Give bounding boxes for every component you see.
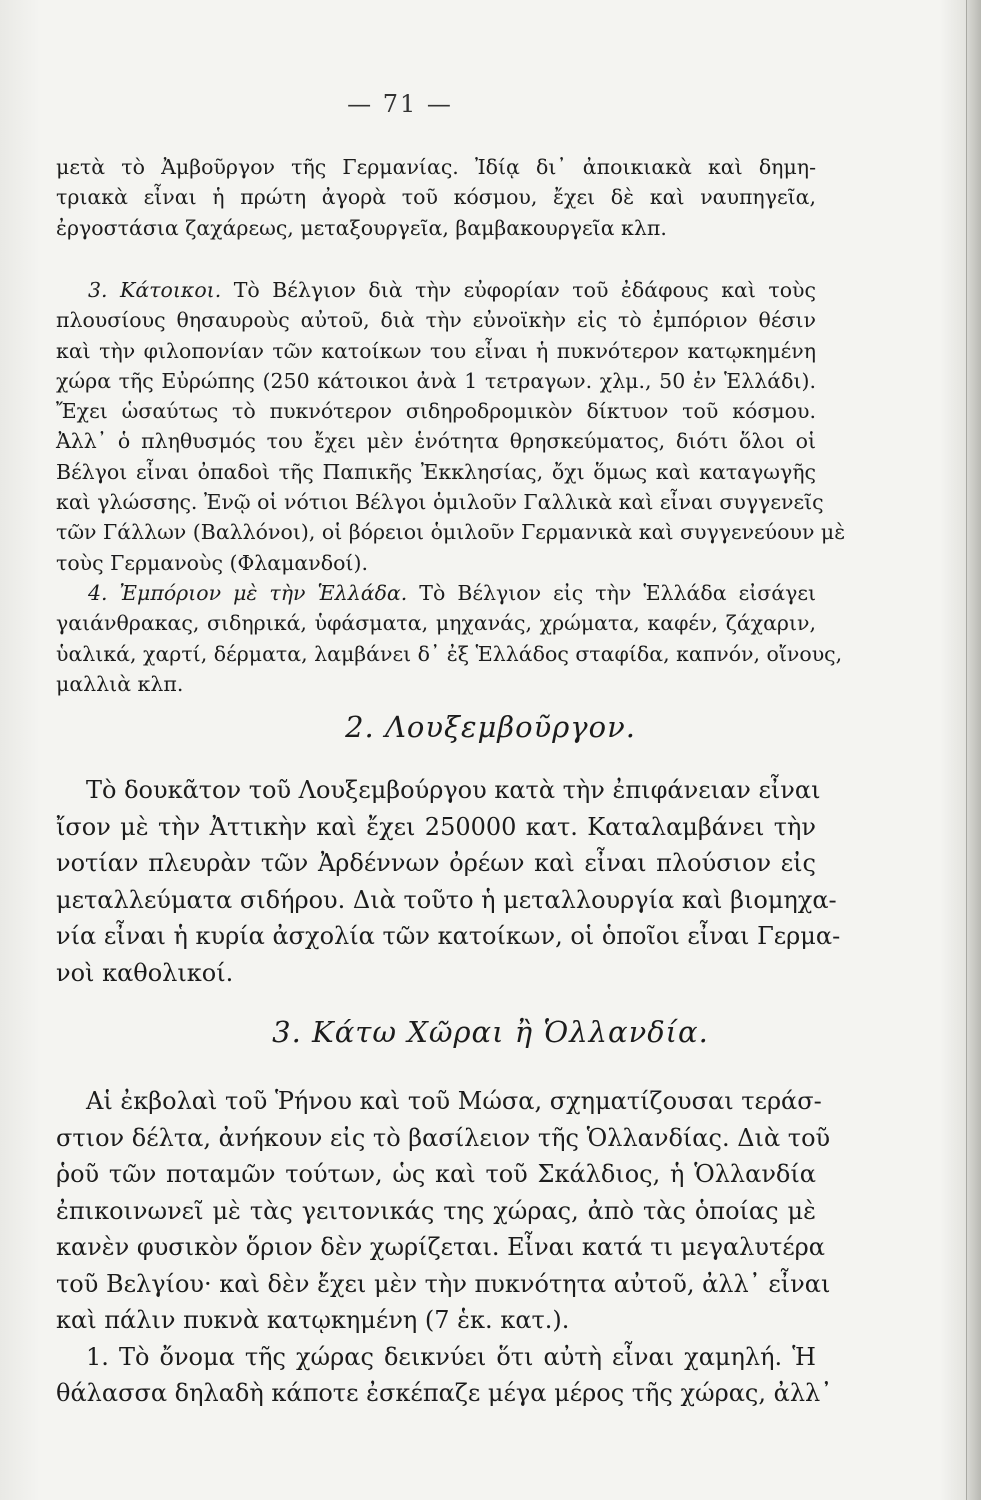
text-line: μετὰ τὸ Ἀμβοῦργον τῆς Γερμανίας. Ἰδίᾳ δι᾿ ἀποικιακὰ καὶ δημη- xyxy=(56,155,816,179)
intro-paragraph xyxy=(56,152,816,243)
luxembourg-paragraph xyxy=(56,772,841,991)
text-line: ἐργοστάσια ζαχάρεως, μεταξουργεῖα, βαμβακουργεῖα κλπ. xyxy=(56,215,667,240)
text-line: ῥοῦ τῶν ποταμῶν τούτων, ὡς καὶ τοῦ Σκάλδιος, ἡ Ὁλλανδία xyxy=(56,1160,816,1188)
text-line: ἴσον μὲ τὴν Ἀττικὴν καὶ ἔχει 250000 κατ. Καταλαμβάνει τὴν xyxy=(56,812,816,841)
inhabitants-heading: 3. Κάτοικοι. xyxy=(88,278,222,302)
text-line xyxy=(56,275,816,305)
text-line: Βέλγοι εἶναι ὀπαδοὶ τῆς Παπικῆς Ἐκκλησίας, ὄχι ὅμως καὶ καταγωγῆς xyxy=(56,459,816,484)
text-line: θάλασσα δηλαδὴ κάποτε ἐσκέπαζε μέγα μέρος τῆς χώρας, ἀλλ᾿ xyxy=(56,1379,833,1407)
text-line xyxy=(56,578,816,608)
text-line: μεταλλεύματα σιδήρου. Διὰ τοῦτο ἡ μεταλλουργία καὶ βιομηχα- xyxy=(56,885,837,914)
inhabitants-section xyxy=(56,275,846,699)
text-line: τοὺς Γερμανοὺς (Φλαμανδοί). xyxy=(56,550,368,575)
text-line: Αἱ ἐκβολαὶ τοῦ Ῥήνου καὶ τοῦ Μώσα, σχηματίζουσαι τεράσ- xyxy=(86,1087,822,1115)
text-line: ὑαλικά, χαρτί, δέρματα, λαμβάνει δ᾿ ἐξ Ἑλλάδος σταφίδα, καπνόν, οἴνους, xyxy=(56,641,843,666)
text-line: στιον δέλτα, ἀνήκουν εἰς τὸ βασίλειον τῆς Ὁλλανδίας. Διὰ τοῦ xyxy=(56,1123,831,1152)
text-line: τοῦ Βελγίου· καὶ δὲν ἔχει μὲν τὴν πυκνότητα αὐτοῦ, ἀλλ᾿ εἶναι xyxy=(56,1269,831,1298)
text-line: χώρα τῆς Εὐρώπης (250 κάτοικοι ἀνὰ 1 τετραγων. χλμ., 50 ἐν Ἑλλάδι). xyxy=(56,368,816,393)
text-line: γαιάνθρακας, σιδηρικά, ὑφάσματα, μηχανάς, χρώματα, καφέν, ζάχαριν, xyxy=(56,611,816,636)
text-line: Ἔχει ὡσαύτως τὸ πυκνότερον σιδηροδρομικὸν δίκτυον τοῦ κόσμου. xyxy=(56,399,816,424)
page-number: — 71 — xyxy=(347,90,453,118)
text-line: ἐπικοινωνεῖ μὲ τὰς γειτονικάς της χώρας, ἀπὸ τὰς ὁποίας μὲ xyxy=(56,1196,816,1225)
text-line: καὶ γλώσσης. Ἐνῷ οἱ νότιοι Βέλγοι ὁμιλοῦν Γαλλικὰ καὶ εἶναι συγγενεῖς xyxy=(56,490,824,515)
text-line: τῶν Γάλλων (Βαλλόνοι), οἱ βόρειοι ὁμιλοῦν Γερμανικὰ καὶ συγγενεύουν μὲ xyxy=(56,520,846,545)
text-line: τριακὰ εἶναι ἡ πρώτη ἀγορὰ τοῦ κόσμου, ἔχει δὲ καὶ ναυπηγεῖα, xyxy=(56,185,816,210)
text-line: 1. Τὸ ὄνομα τῆς χώρας δεικνύει ὅτι αὐτὴ εἶναι χαμηλή. Ἡ xyxy=(86,1342,816,1371)
text-line: καὶ τὴν φιλοπονίαν τῶν κατοίκων του εἶναι ἡ πυκνότερον κατῳκημένη xyxy=(56,338,816,363)
text-line: νοὶ καθολικοί. xyxy=(56,958,234,987)
text-line: καὶ πάλιν πυκνὰ κατῳκημένη (7 ἑκ. κατ.). xyxy=(56,1306,570,1334)
inhabitants-first-text: Τὸ Βέλγιον διὰ τὴν εὐφορίαν τοῦ ἐδάφους καὶ τοὺς xyxy=(233,278,816,302)
text-line: νοτίαν πλευρὰν τῶν Ἀρδέννων ὀρέων καὶ εἶναι πλούσιον εἰς xyxy=(56,849,816,877)
text-line: Ἀλλ᾿ ὁ πληθυσμός του ἔχει μὲν ἑνότητα θρησκεύματος, διότι ὅλοι οἱ xyxy=(56,429,816,454)
netherlands-paragraph xyxy=(56,1083,833,1412)
text-line: μαλλιὰ κλπ. xyxy=(56,671,184,696)
text-line: πλουσίους θησαυροὺς αὐτοῦ, διὰ τὴν εὐνοϊκὴν εἰς τὸ ἐμπόριον θέσιν xyxy=(56,308,816,333)
trade-first-text: Τὸ Βέλγιον εἰς τὴν Ἑλλάδα εἰσάγει xyxy=(419,580,816,605)
text-line: νία εἶναι ἡ κυρία ἀσχολία τῶν κατοίκων, οἱ ὁποῖοι εἶναι Γερμα- xyxy=(56,922,841,950)
trade-heading: 4. Ἐμπόριον μὲ τὴν Ἑλλάδα. xyxy=(88,580,408,605)
netherlands-title: 3. Κάτω Χῶραι ἢ Ὁλλανδία. xyxy=(272,1015,709,1049)
page-edge xyxy=(966,0,981,1500)
luxembourg-title: 2. Λουξεμβοῦργον. xyxy=(345,710,636,744)
text-line: κανὲν φυσικὸν ὅριον δὲν χωρίζεται. Εἶναι κατά τι μεγαλυτέρα xyxy=(56,1233,825,1261)
text-line: Τὸ δουκᾶτον τοῦ Λουξεμβούργου κατὰ τὴν ἐπιφάνειαν εἶναι xyxy=(86,776,821,804)
